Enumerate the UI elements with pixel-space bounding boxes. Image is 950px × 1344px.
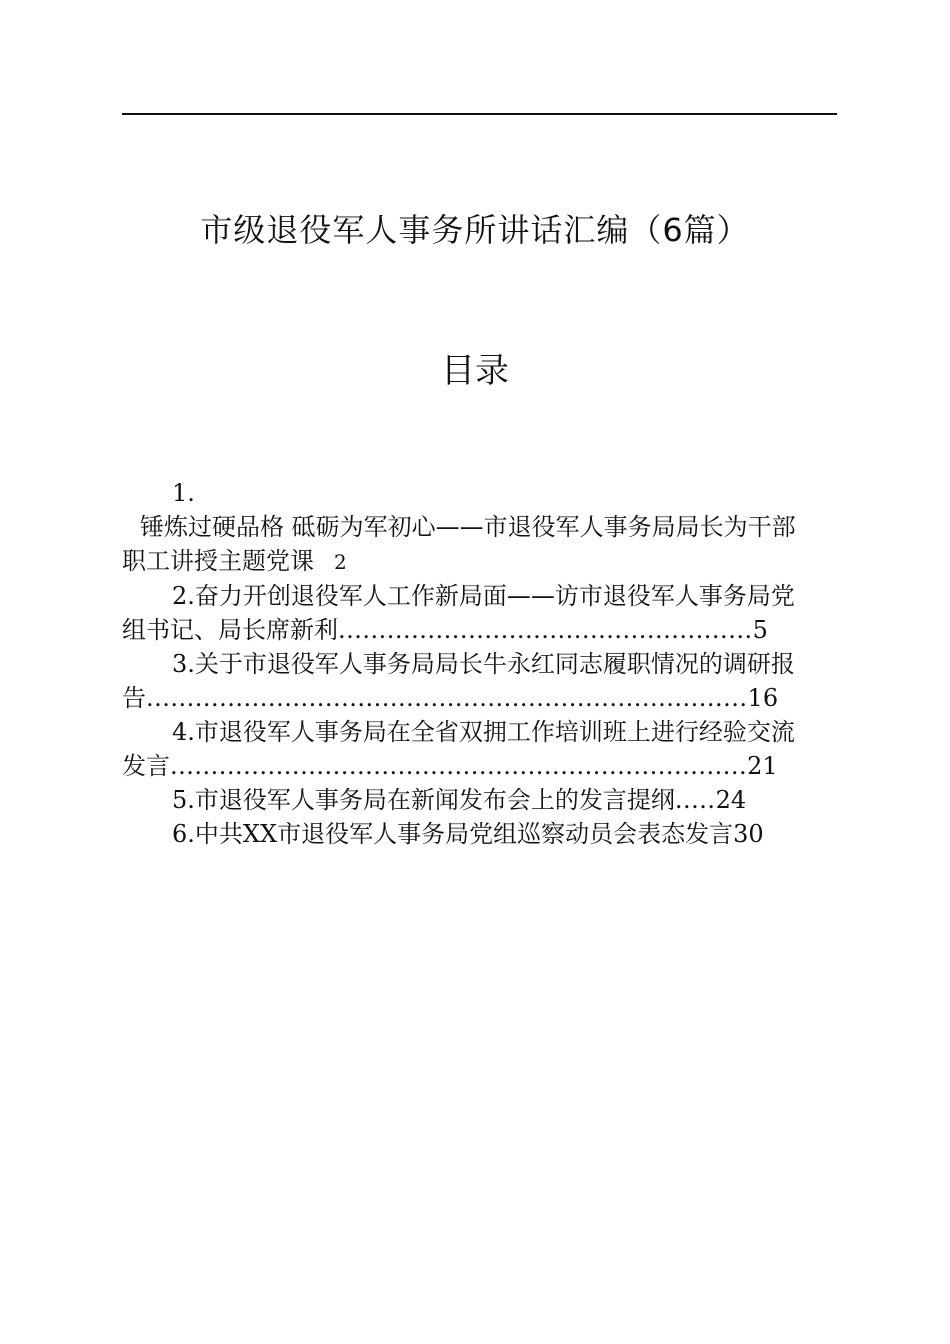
toc-item-number: 6. [172, 820, 195, 848]
toc-item-page: 30 [733, 820, 764, 848]
toc-item-2[interactable] [122, 579, 842, 647]
toc-item-number: 2. [172, 582, 195, 610]
toc-item-title-line1: 市退役军人事务局在新闻发布会上的发言提纲 [194, 786, 675, 814]
toc-item-title-line1: 市退役军人事务局党组巡察动员会表态发言 [277, 820, 734, 848]
toc-leader-dots: ..... [674, 786, 716, 814]
toc-leader-dots: ....................................................................... [170, 752, 748, 780]
toc-item-title-line1: 锤炼过硬品格 砥砺为军初心——市退役军人事务局局长为干部 [140, 513, 796, 541]
toc-item-title-line1: 市退役军人事务局在全省双拥工作培训班上进行经验交流 [194, 718, 795, 746]
toc-item-1[interactable] [122, 476, 842, 579]
toc-item-4[interactable] [122, 715, 842, 783]
toc-item-title-line2: 发言 [122, 752, 170, 780]
toc-item-number: 3. [172, 650, 195, 678]
toc-item-prefix: 中共 [194, 820, 243, 848]
toc-item-title-line2: 组书记、局长席新利 [122, 616, 338, 644]
header-rule [122, 113, 837, 115]
toc-item-number: 1. [172, 479, 195, 507]
table-of-contents [122, 476, 842, 851]
toc-item-page: 2 [334, 550, 347, 574]
toc-item-number: 4. [172, 718, 195, 746]
toc-item-title-line2: 告 [122, 684, 146, 712]
toc-heading: 目录 [441, 351, 509, 391]
toc-item-5[interactable] [122, 783, 842, 817]
toc-item-title-line1: 关于市退役军人事务局局长牛永红同志履职情况的调研报 [194, 650, 795, 678]
toc-item-code: XX [242, 820, 278, 848]
toc-leader-dots: .......................................................................... [146, 684, 748, 712]
toc-item-page: 5 [752, 616, 768, 644]
toc-item-page: 21 [747, 752, 778, 780]
toc-leader-dots: ................................................... [338, 616, 753, 644]
document-title: 市级退役军人事务所讲话汇编（6篇） [200, 211, 750, 249]
toc-item-title-line1: 奋力开创退役军人工作新局面——访市退役军人事务局党 [194, 582, 795, 610]
toc-item-number: 5. [172, 786, 195, 814]
toc-item-page: 16 [747, 684, 779, 712]
toc-item-page: 24 [715, 786, 747, 814]
toc-item-3[interactable] [122, 647, 842, 715]
toc-item-6[interactable] [122, 817, 842, 851]
toc-item-title-line2: 职工讲授主题党课 [122, 547, 314, 575]
